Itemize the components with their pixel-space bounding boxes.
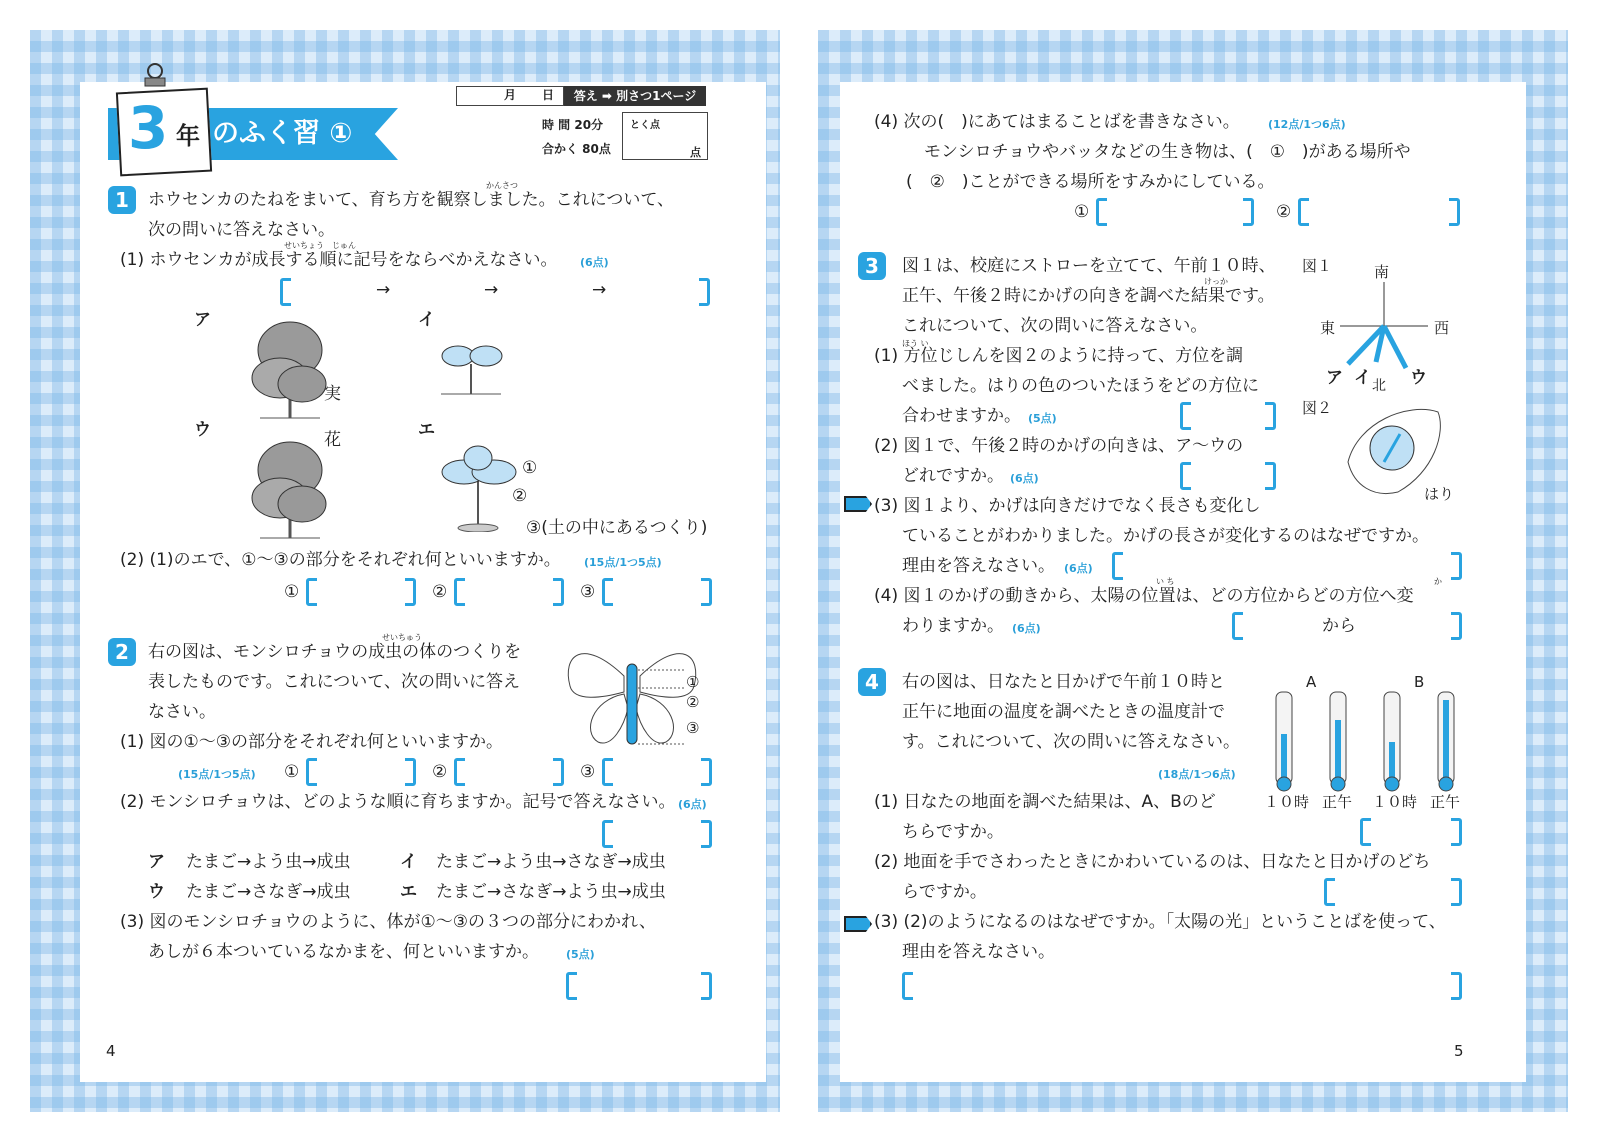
q3-s1-answer-box[interactable] — [1180, 402, 1276, 430]
q1-s2-answer-2[interactable] — [454, 578, 564, 606]
opt-e: たまご→さなぎ→よう虫→成虫 — [436, 882, 666, 902]
plant-i-illustration — [436, 336, 506, 398]
time-label: 時 間 20分 — [542, 118, 604, 132]
q4-s1-text-2: ちらですか。 — [902, 822, 1004, 842]
q3-s3-text-1: (3) 図１より、かげは向きだけでなく長さも変化し — [874, 496, 1261, 516]
compass-west: 西 — [1434, 319, 1450, 337]
plant-label-a: ア — [194, 310, 211, 330]
q2-s3-answer-box[interactable] — [566, 972, 712, 1000]
shadow-diagram — [1334, 282, 1434, 382]
q3-s2-text-2: どれですか。 — [902, 466, 1004, 486]
butterfly-part-2: ② — [686, 693, 700, 711]
q2-s1-text: (1) 図の①〜③の部分をそれぞれ何といいますか。 — [120, 732, 503, 752]
clip-icon — [142, 62, 168, 92]
q1-s2-c2: ② — [432, 582, 448, 602]
q1-s2-answer-3[interactable] — [602, 578, 712, 606]
score-unit: 点 — [690, 146, 701, 159]
q1-s1-points: (6点) — [580, 256, 609, 269]
q2-4-text-2: モンシロチョウやバッタなどの生き物は、( ① )がある場所や — [924, 142, 1411, 162]
part-label-2: ② — [512, 486, 528, 506]
q3-s4-text-2: わりますか。 — [902, 616, 1004, 636]
q4-s3-text-1: (3) (2)のようになるのはなぜですか。「太陽の光」ということばを使って、 — [874, 912, 1446, 932]
pencil-icon — [844, 916, 872, 932]
q3-s4-mid: から — [1322, 616, 1356, 636]
pass-label: 合かく 80点 — [542, 142, 611, 156]
arrow-1: → — [376, 280, 391, 300]
page-number-left: 4 — [106, 1042, 116, 1060]
q1-s2-points: (15点/1つ5点) — [584, 556, 662, 569]
shadow-a: ア — [1326, 368, 1343, 388]
q2-s1-answer-1[interactable] — [306, 758, 416, 786]
thermo-t3: １０時 — [1372, 793, 1418, 811]
q2-text-1: 右の図は、モンシロチョウの成虫の体のつくりを — [148, 642, 522, 662]
q3-s2-text-1: (2) 図１で、午後２時のかげの向きは、ア〜ウの — [874, 436, 1244, 456]
q1-s2-text: (2) (1)のエで、①〜③の部分をそれぞれ何といいますか。 — [120, 550, 561, 570]
q2-s1-c1: ① — [284, 762, 300, 782]
q2-4-answer-2[interactable] — [1298, 198, 1460, 226]
compass-south: 南 — [1374, 263, 1390, 281]
q1-text-1: ホウセンカのたねをまいて、育ち方を観察しました。これについて、 — [148, 190, 674, 210]
part-label-1: ① — [522, 458, 538, 478]
fruit-label: 実 — [324, 384, 341, 404]
butterfly-illustration — [562, 636, 702, 752]
ruby-jun: じゅん — [332, 241, 356, 250]
thermo-t4: 正午 — [1430, 793, 1461, 811]
q3-s1-text-2: べました。はりの色のついたほうをどの方位に — [902, 376, 1259, 396]
q2-4-points: (12点/1つ6点) — [1268, 118, 1346, 131]
thermo-t1: １０時 — [1264, 793, 1310, 811]
q3-text-2: 正午、午後２時にかげの向きを調べた結果です。 — [902, 286, 1275, 306]
q3-s4-points: (6点) — [1012, 622, 1041, 635]
arrow-3: → — [592, 280, 607, 300]
plant-label-i: イ — [418, 310, 435, 330]
plant-label-e: エ — [418, 420, 435, 440]
shadow-i: イ — [1354, 368, 1371, 388]
opt-e-label: エ — [400, 882, 417, 902]
plant-label-u: ウ — [194, 420, 211, 440]
pencil-icon — [844, 496, 872, 512]
q3-s3-points: (6点) — [1064, 562, 1093, 575]
q2-s1-points: (15点/1つ5点) — [178, 768, 256, 781]
opt-a: たまご→よう虫→成虫 — [186, 852, 351, 872]
butterfly-part-3: ③ — [686, 719, 700, 737]
q2-number: 2 — [108, 638, 136, 666]
q2-s3-points: (5点) — [566, 948, 595, 961]
q3-s3-text-2: ていることがわかりました。かげの長さが変化するのはなぜですか。 — [902, 526, 1429, 546]
q4-text-3: す。これについて、次の問いに答えなさい。 — [902, 732, 1240, 752]
q4-s3-answer-box[interactable] — [902, 972, 1462, 1000]
butterfly-part-1: ① — [686, 673, 700, 691]
q2-text-2: 表したものです。これについて、次の問いに答え — [148, 672, 520, 692]
q3-text-1: 図１は、校庭にストローを立てて、午前１０時、 — [902, 256, 1276, 276]
q4-text-2: 正午に地面の温度を調べたときの温度計で — [902, 702, 1225, 722]
q4-s1-answer-box[interactable] — [1360, 818, 1462, 846]
date-month: 月 — [504, 88, 517, 102]
compass-east: 東 — [1320, 319, 1336, 337]
arrow-2: → — [484, 280, 499, 300]
q3-s1-text-3: 合わせますか。 — [902, 406, 1021, 426]
plant-e-illustration — [434, 442, 524, 532]
q2-s2-points: (6点) — [678, 798, 707, 811]
q4-number: 4 — [858, 668, 886, 696]
q4-points: (18点/1つ6点) — [1158, 768, 1236, 781]
opt-i: たまご→よう虫→さなぎ→成虫 — [436, 852, 666, 872]
left-sheet — [80, 82, 766, 1082]
answer-ref: 答え ➡ 別さつ1ページ — [564, 86, 706, 106]
q4-s3-text-2: 理由を答えなさい。 — [902, 942, 1055, 962]
opt-a-label: ア — [148, 852, 165, 872]
q1-number: 1 — [108, 186, 136, 214]
ruby-houi: ほう い — [902, 339, 929, 348]
ruby-seichou: せいちょう — [284, 241, 324, 250]
q4-s2-answer-box[interactable] — [1324, 878, 1462, 906]
q2-s3-text-2: あしが６本ついているなかまを、何といいますか。 — [148, 942, 539, 962]
q4-text-1: 右の図は、日なたと日かげで午前１０時と — [902, 672, 1225, 692]
ruby-seichu: せいちゅう — [382, 633, 422, 642]
grade-suffix: 年 — [176, 122, 200, 150]
q2-s1-c3: ③ — [580, 762, 596, 782]
needle-label: はり — [1424, 485, 1455, 503]
q2-4-text-3: ( ② )ことができる場所をすみかにしている。 — [906, 172, 1275, 192]
fig2-label: 図２ — [1302, 399, 1333, 417]
page-number-right: 5 — [1454, 1042, 1464, 1060]
q2-4-answer-1[interactable] — [1096, 198, 1254, 226]
q3-s2-answer-box[interactable] — [1180, 462, 1276, 490]
q1-s2-c1: ① — [284, 582, 300, 602]
q2-text-3: なさい。 — [148, 702, 216, 722]
q3-s1-points: (5点) — [1028, 412, 1057, 425]
q2-s1-answer-3[interactable] — [602, 758, 712, 786]
grade-number: 3 — [128, 94, 169, 162]
q3-s3-text-3: 理由を答えなさい。 — [902, 556, 1055, 576]
opt-u: たまご→さなぎ→成虫 — [186, 882, 351, 902]
q2-s2-answer-box[interactable] — [602, 820, 712, 848]
q3-number: 3 — [858, 252, 886, 280]
right-page — [818, 30, 1568, 1112]
date-day: 日 — [542, 88, 555, 102]
compass-north: 北 — [1372, 378, 1386, 394]
part-label-3: ③(土の中にあるつくり) — [526, 518, 708, 538]
q2-s2-text: (2) モンシロチョウは、どのような順に育ちますか。記号で答えなさい。 — [120, 792, 676, 812]
fig1-label: 図１ — [1302, 257, 1333, 275]
left-page — [30, 30, 780, 1112]
q2-s1-c2: ② — [432, 762, 448, 782]
q2-s1-answer-2[interactable] — [454, 758, 564, 786]
q4-s1-text-1: (1) 日なたの地面を調べた結果は、A、Bのど — [874, 792, 1216, 812]
thermo-t2: 正午 — [1322, 793, 1353, 811]
q2-4-c1: ① — [1074, 202, 1090, 222]
ruby-ka: か — [1434, 577, 1442, 586]
q3-text-3: これについて、次の問いに答えなさい。 — [902, 316, 1208, 336]
shadow-u: ウ — [1410, 368, 1427, 388]
q2-s3-text-1: (3) 図のモンシロチョウのように、体が①〜③の３つの部分にわかれ、 — [120, 912, 657, 932]
q1-s1-text: (1) ホウセンカが成長する順に記号をならべかえなさい。 — [120, 250, 558, 270]
opt-u-label: ウ — [148, 882, 165, 902]
thermo-label-b: B — [1414, 673, 1425, 691]
q4-s2-text-1: (2) 地面を手でさわったときにかわいているのは、日なたと日かげのどち — [874, 852, 1431, 872]
score-label: とく点 — [630, 120, 660, 131]
ruby-ichi: い ち — [1156, 577, 1175, 586]
q3-s4-text-1: (4) 図１のかげの動きから、太陽の位置は、どの方位からどの方位へ変 — [874, 586, 1414, 606]
q2-4-c2: ② — [1276, 202, 1292, 222]
page-title: のふく習 ① — [212, 118, 353, 149]
q3-s2-points: (6点) — [1010, 472, 1039, 485]
right-sheet — [840, 82, 1526, 1082]
opt-i-label: イ — [400, 852, 417, 872]
ruby-kekka: けっか — [1204, 277, 1228, 286]
q1-text-2: 次の問いに答えなさい。 — [148, 220, 335, 240]
q1-s2-c3: ③ — [580, 582, 596, 602]
thermo-label-a: A — [1306, 673, 1317, 691]
ruby-kansatsu: かんさつ — [486, 181, 518, 190]
q3-s1-text-1: (1) 方位じしんを図２のように持って、方位を調 — [874, 346, 1244, 366]
q4-s2-text-2: らですか。 — [902, 882, 987, 902]
thermometers-illustration — [1270, 690, 1470, 794]
flower-label: 花 — [324, 430, 341, 450]
q2-4-text-1: (4) 次の( )にあてはまることばを書きなさい。 — [874, 112, 1240, 132]
q1-s2-answer-1[interactable] — [306, 578, 416, 606]
